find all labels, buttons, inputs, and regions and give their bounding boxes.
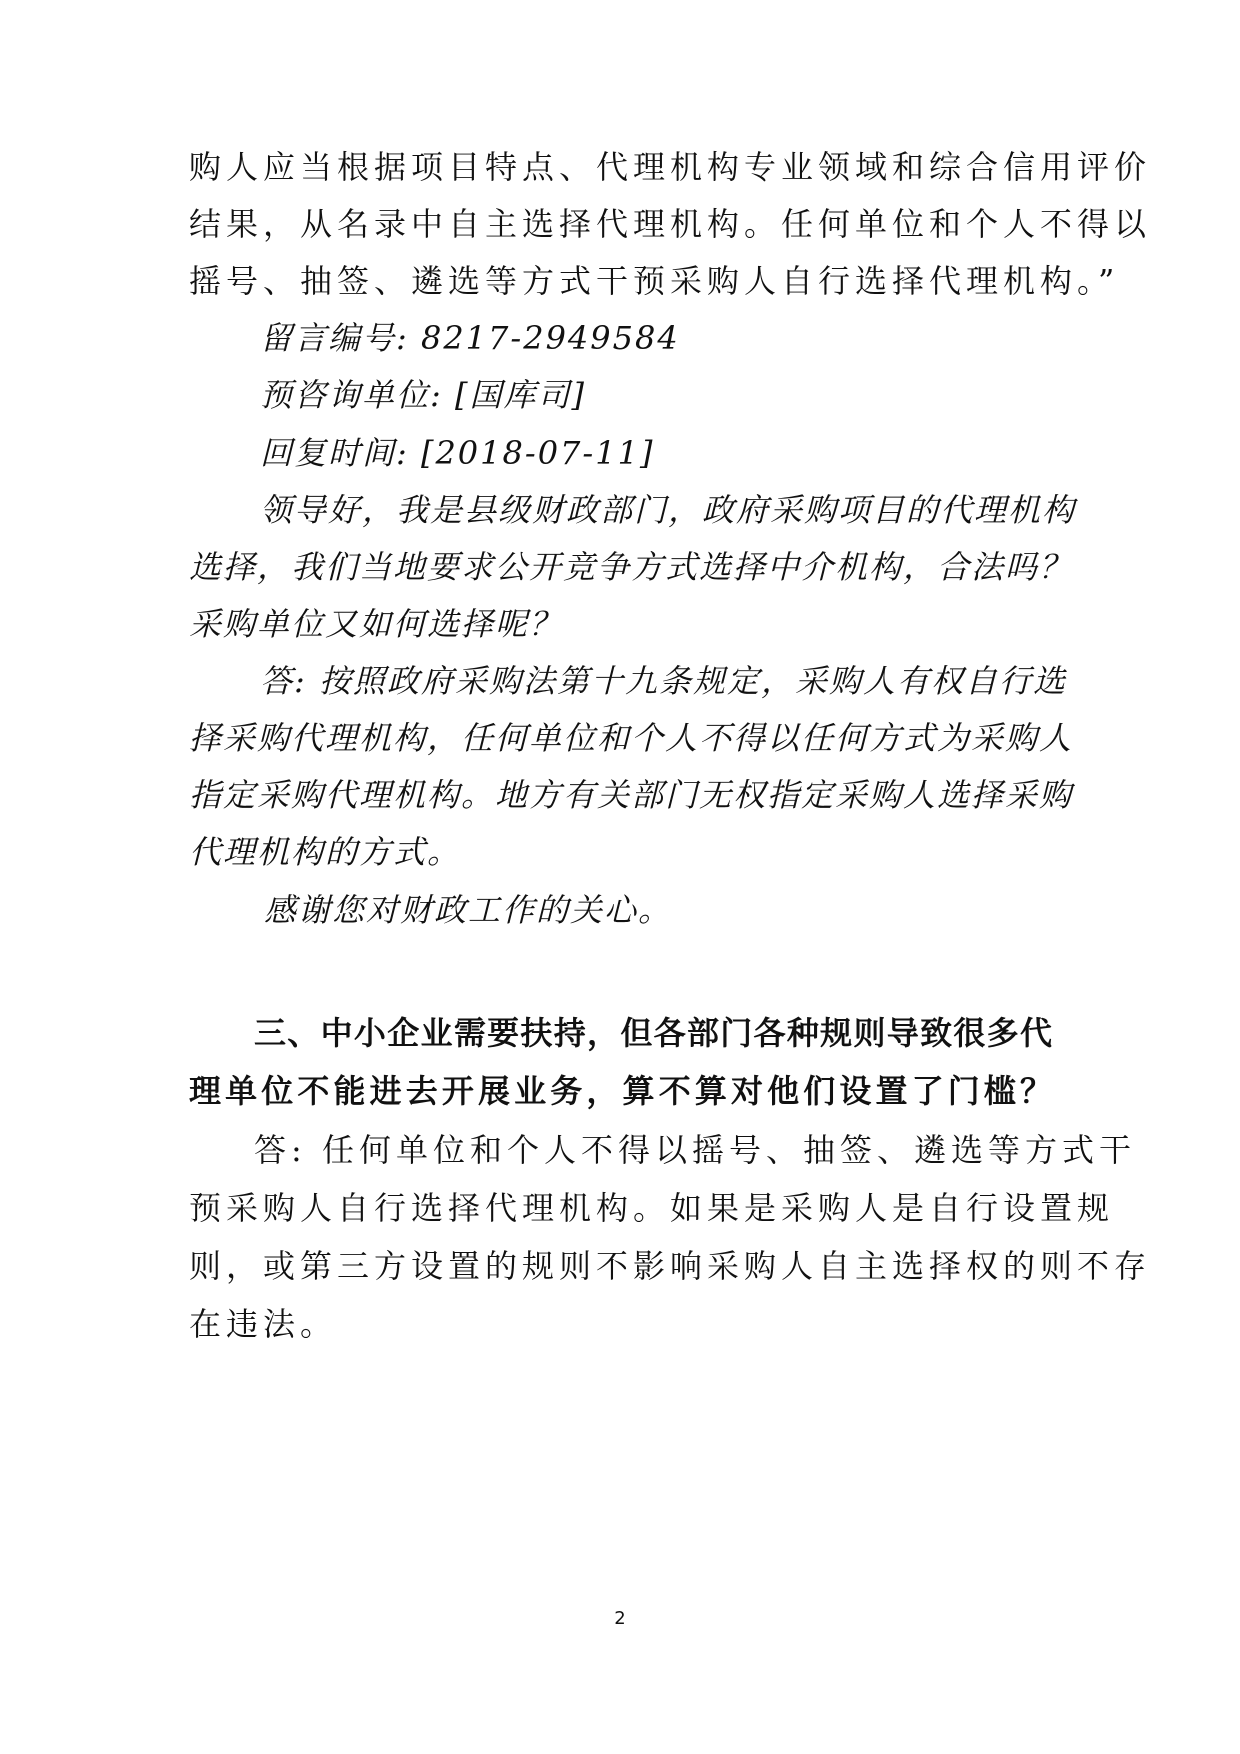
section-title-line-2: 理单位不能进去开展业务，算不算对他们设置了门槛？	[189, 1072, 1053, 1110]
quote-line-1: 购人应当根据项目特点、代理机构专业领域和综合信用评价	[189, 148, 1152, 186]
quote-line-2: 结果，从名录中自主选择代理机构。任何单位和个人不得以	[189, 205, 1152, 243]
answer-line-4: 代理机构的方式。	[189, 833, 462, 871]
answer-line-3: 指定采购代理机构。地方有关部门无权指定采购人选择采购	[189, 776, 1074, 814]
page-number: 2	[614, 1608, 626, 1629]
answer-line-1: 答: 按照政府采购法第十九条规定，采购人有权自行选	[260, 662, 1067, 700]
answer-line-2: 择采购代理机构，任何单位和个人不得以任何方式为采购人	[189, 719, 1074, 757]
thanks-line: 感谢您对财政工作的关心。	[264, 891, 673, 929]
section-answer-line-3: 则，或第三方设置的规则不影响采购人自主选择权的则不存	[189, 1247, 1152, 1285]
consult-unit: 预咨询单位: [国库司]	[260, 376, 586, 414]
message-number: 留言编号: 8217-2949584	[260, 319, 680, 357]
section-answer-line-1: 答: 任何单位和个人不得以摇号、抽签、遴选等方式干	[254, 1131, 1136, 1169]
quote-line-3: 摇号、抽签、遴选等方式干预采购人自行选择代理机构。”	[189, 262, 1120, 300]
question-line-1: 领导好，我是县级财政部门，政府采购项目的代理机构	[260, 491, 1077, 529]
section-answer-line-2: 预采购人自行选择代理机构。如果是采购人是自行设置规	[189, 1189, 1115, 1227]
section-answer-line-4: 在违法。	[189, 1305, 338, 1343]
section-title-line-1: 三、中小企业需要扶持，但各部门各种规则导致很多代	[254, 1014, 1053, 1052]
question-line-3: 采购单位又如何选择呢？	[189, 605, 564, 643]
reply-time: 回复时间: [2018-07-11]	[260, 434, 655, 472]
question-line-2: 选择，我们当地要求公开竞争方式选择中介机构，合法吗？	[189, 548, 1074, 586]
